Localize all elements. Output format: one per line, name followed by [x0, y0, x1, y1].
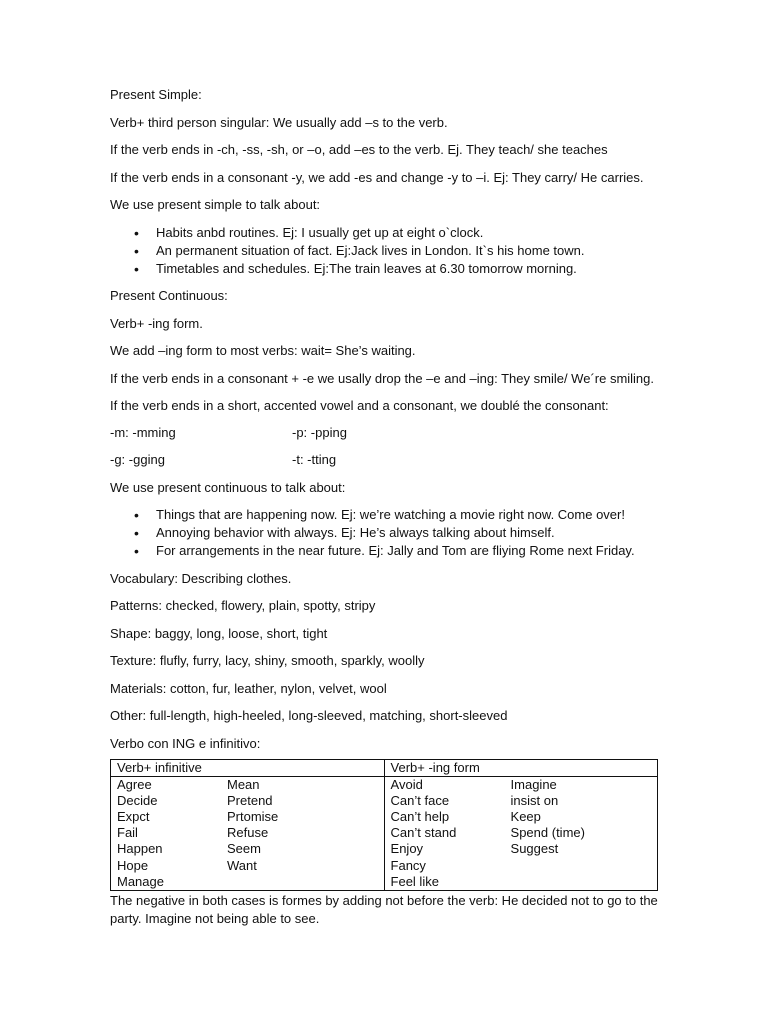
list-item: • Annoying behavior with always. Ej: He’s always talking about himself.	[156, 524, 670, 542]
doubling-example: -t: -tting	[292, 451, 337, 467]
table-row	[111, 776, 658, 890]
verb: Feel like	[390, 873, 439, 889]
doubling-example: -g: -gging	[110, 451, 165, 467]
verb: Avoid	[390, 776, 423, 792]
verb: Can’t face	[390, 792, 450, 808]
present-simple-rule-2: If the verb ends in -ch, -ss, -sh, or –o, add –es to the verb. Ej. They teach/ she teaches	[110, 142, 608, 157]
verb: Agree	[117, 776, 152, 792]
present-continuous-rule-3: If the verb ends in a consonant + -e we usally drop the –e and –ing: They smile/ We´re smiling.	[110, 370, 655, 386]
table-header-row	[111, 759, 658, 776]
table-row	[117, 841, 378, 857]
verb: Mean	[227, 776, 260, 792]
verb: Keep	[510, 809, 541, 825]
verb: Prtomise	[227, 809, 279, 825]
table-row	[391, 874, 651, 890]
vocabulary-materials: Materials: cotton, fur, leather, nylon, velvet, wool	[110, 680, 387, 696]
column-header-infinitive: Verb+ infinitive	[111, 759, 385, 776]
present-simple-rule-1: Verb+ third person singular: We usually add –s to the verb.	[110, 114, 448, 130]
table-row	[391, 825, 651, 841]
list-item: • For arrangements in the near future. Ej: Jally and Tom are fliying Rome next Friday.	[156, 542, 670, 560]
table-row	[391, 841, 651, 857]
vocabulary-shape: Shape: baggy, long, loose, short, tight	[110, 625, 328, 641]
table-row	[117, 874, 378, 890]
list-item: • Things that are happening now. Ej: we’re watching a movie right now. Come over!	[156, 506, 670, 524]
verb: Fail	[117, 825, 138, 841]
list-item: • Timetables and schedules. Ej:The train leaves at 6.30 tomorrow morning.	[156, 260, 670, 278]
present-continuous-uses-list	[110, 506, 670, 560]
verb: Fancy	[390, 857, 426, 873]
doubling-row	[110, 452, 670, 470]
table-row	[117, 777, 378, 793]
verb: Imagine	[510, 776, 557, 792]
present-simple-uses-list	[110, 224, 670, 278]
verb-table-heading: Verbo con ING e infinitivo:	[110, 735, 261, 751]
ing-form-verbs-cell	[384, 776, 657, 890]
list-item: • An permanent situation of fact. Ej:Jack lives in London. It`s his home town.	[156, 242, 670, 260]
present-simple-rule-3: If the verb ends in a consonant -y, we add -es and change -y to –i. Ej: They carry/ He carries.	[110, 169, 644, 185]
table-row	[391, 858, 651, 874]
table-row	[117, 793, 378, 809]
verb: Can’t help	[390, 809, 450, 825]
table-row	[117, 809, 378, 825]
table-row	[117, 858, 378, 874]
verb: Expct	[117, 809, 150, 825]
verb: insist on	[510, 792, 559, 808]
verb: Enjoy	[390, 841, 424, 857]
present-continuous-rule-1: Verb+ -ing form.	[110, 315, 203, 331]
vocabulary-heading: Vocabulary: Describing clothes.	[110, 570, 292, 586]
list-item: • Habits anbd routines. Ej: I usually get up at eight o`clock.	[156, 224, 670, 242]
present-continuous-uses-intro: We use present continuous to talk about:	[110, 479, 346, 495]
verb-table	[110, 759, 658, 892]
verb: Refuse	[227, 825, 269, 841]
vocabulary-patterns: Patterns: checked, flowery, plain, spotty, stripy	[110, 598, 376, 613]
doubling-row	[110, 425, 670, 443]
verb: Decide	[117, 792, 158, 808]
present-continuous-rule-4: If the verb ends in a short, accented vowel and a consonant, we doublé the consonant:	[110, 398, 609, 413]
present-simple-heading: Present Simple:	[110, 87, 202, 102]
present-continuous-heading: Present Continuous:	[110, 288, 228, 303]
infinitive-verbs-cell	[111, 776, 385, 890]
table-row	[391, 793, 651, 809]
table-row	[391, 777, 651, 793]
doubling-example: -p: -pping	[292, 424, 347, 440]
verb: Suggest	[510, 841, 559, 857]
verb: Seem	[227, 841, 261, 857]
verb: Pretend	[227, 792, 273, 808]
present-continuous-rule-2: We add –ing form to most verbs: wait= She’s waiting.	[110, 343, 416, 358]
vocabulary-texture: Texture: flufly, furry, lacy, shiny, smooth, sparkly, woolly	[110, 653, 425, 668]
doubling-example: -m: -mming	[110, 424, 176, 440]
verb: Hope	[117, 857, 149, 873]
verb: Happen	[117, 841, 163, 857]
present-simple-uses-intro: We use present simple to talk about:	[110, 197, 321, 212]
verb: Can’t stand	[390, 825, 457, 841]
verb: Spend (time)	[510, 825, 585, 841]
table-row	[391, 809, 651, 825]
verb: Manage	[117, 873, 164, 889]
verb: Want	[227, 857, 257, 873]
document-page	[110, 86, 670, 928]
table-row	[117, 825, 378, 841]
vocabulary-other: Other: full-length, high-heeled, long-sleeved, matching, short-sleeved	[110, 708, 508, 723]
column-header-ing-form: Verb+ -ing form	[384, 759, 657, 776]
negative-note: The negative in both cases is formes by adding not before the verb: He decided not to go to the party. Imagine not being able to see.	[110, 893, 658, 927]
